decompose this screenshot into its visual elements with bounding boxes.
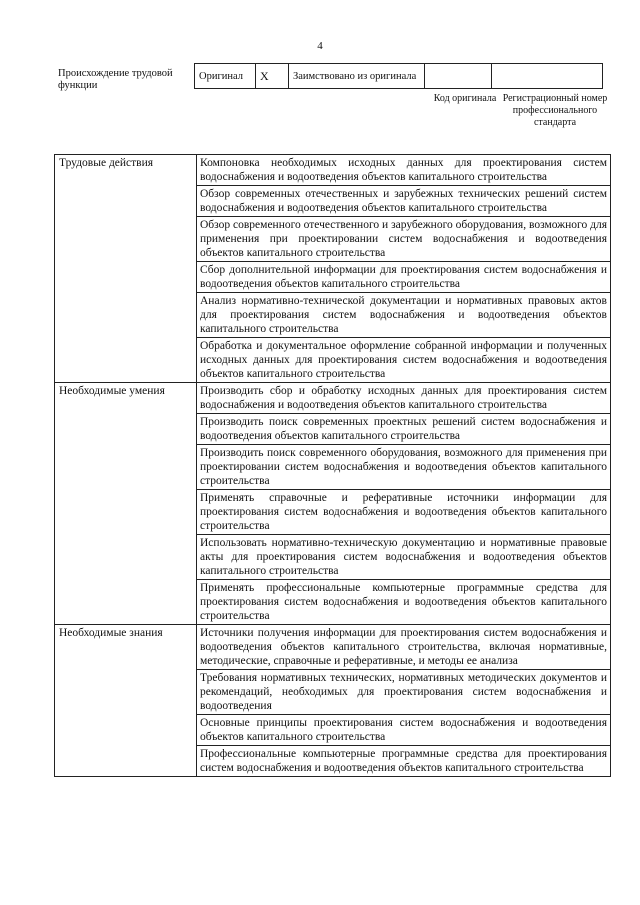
table-cell: Применять профессиональные компьютерные программные средства для проектирования систем водоснабжения и водоотведения объектов капитального строительства	[197, 580, 611, 625]
table-cell: Обзор современного отечественного и зарубежного оборудования, возможного для применения при проектировании систем водоснабжения и водоотведения объектов капитального строительства	[197, 217, 611, 262]
borrowed-cell: Заимствовано из оригинала	[289, 64, 425, 89]
table-cell: Обработка и документальное оформление собранной информации и полученных исходных данных для проектирования систем водоснабжения и водоотведения объектов капитального строительства	[197, 338, 611, 383]
table-cell: Источники получения информации для проектирования систем водоснабжения и водоотведения объектов капитального строительства, включая нормативные, методические, справочные и реферативные, и методы ее анализа	[197, 625, 611, 670]
table-cell: Компоновка необходимых исходных данных для проектирования систем водоснабжения и водоотведения объектов капитального строительства	[197, 155, 611, 186]
labor-function-table	[54, 154, 611, 777]
table-cell: Требования нормативных технических, нормативных методических документов и рекомендаций, необходимых для проектирования систем водоснабжения и водоотведения	[197, 670, 611, 715]
original-code-caption: Код оригинала	[433, 93, 497, 104]
table-cell: Использовать нормативно-техническую документацию и нормативные правовые акты для проектирования систем водоснабжения и водоотведения объектов капитального строительства	[197, 535, 611, 580]
origin-label: Происхождение трудовой функции	[58, 68, 173, 91]
table-row	[55, 155, 611, 186]
required-knowledge-section: Необходимые знания	[55, 625, 197, 777]
table-cell: Сбор дополнительной информации для проектирования систем водоснабжения и водоотведения объектов капитального строительства	[197, 262, 611, 293]
table-cell: Применять справочные и реферативные источники информации для проектирования систем водоснабжения и водоотведения объектов капитального строительства	[197, 490, 611, 535]
original-cell: Оригинал	[195, 64, 256, 89]
page-number: 4	[317, 40, 323, 52]
required-skills-section: Необходимые умения	[55, 383, 197, 625]
registration-number-cell	[492, 64, 603, 89]
table-row	[55, 383, 611, 414]
table-cell: Обзор современных отечественных и зарубежных технических решений систем водоснабжения и водоотведения объектов капитального строительства	[197, 186, 611, 217]
labor-actions-section: Трудовые действия	[55, 155, 197, 383]
table-cell: Основные принципы проектирования систем водоснабжения и водоотведения объектов капитального строительства	[197, 715, 611, 746]
table-cell: Профессиональные компьютерные программные средства для проектирования систем водоснабжения и водоотведения объектов капитального строительства	[197, 746, 611, 777]
original-mark: X	[256, 64, 289, 89]
original-code-cell	[425, 64, 492, 89]
table-cell: Анализ нормативно-технической документации и нормативных правовых актов для проектирования систем водоснабжения и водоотведения объектов капитального строительства	[197, 293, 611, 338]
origin-row	[195, 64, 603, 89]
table-cell: Производить поиск современного оборудования, возможного для применения при проектировании систем водоснабжения и водоотведения объектов капитального строительства	[197, 445, 611, 490]
origin-table	[194, 63, 603, 89]
table-cell: Производить поиск современных проектных решений систем водоснабжения и водоотведения объектов капитального строительства	[197, 414, 611, 445]
registration-number-caption: Регистрационный номер профессионального стандарта	[502, 93, 608, 128]
table-row	[55, 625, 611, 670]
table-cell: Производить сбор и обработку исходных данных для проектирования систем водоснабжения и водоотведения объектов капитального строительства	[197, 383, 611, 414]
